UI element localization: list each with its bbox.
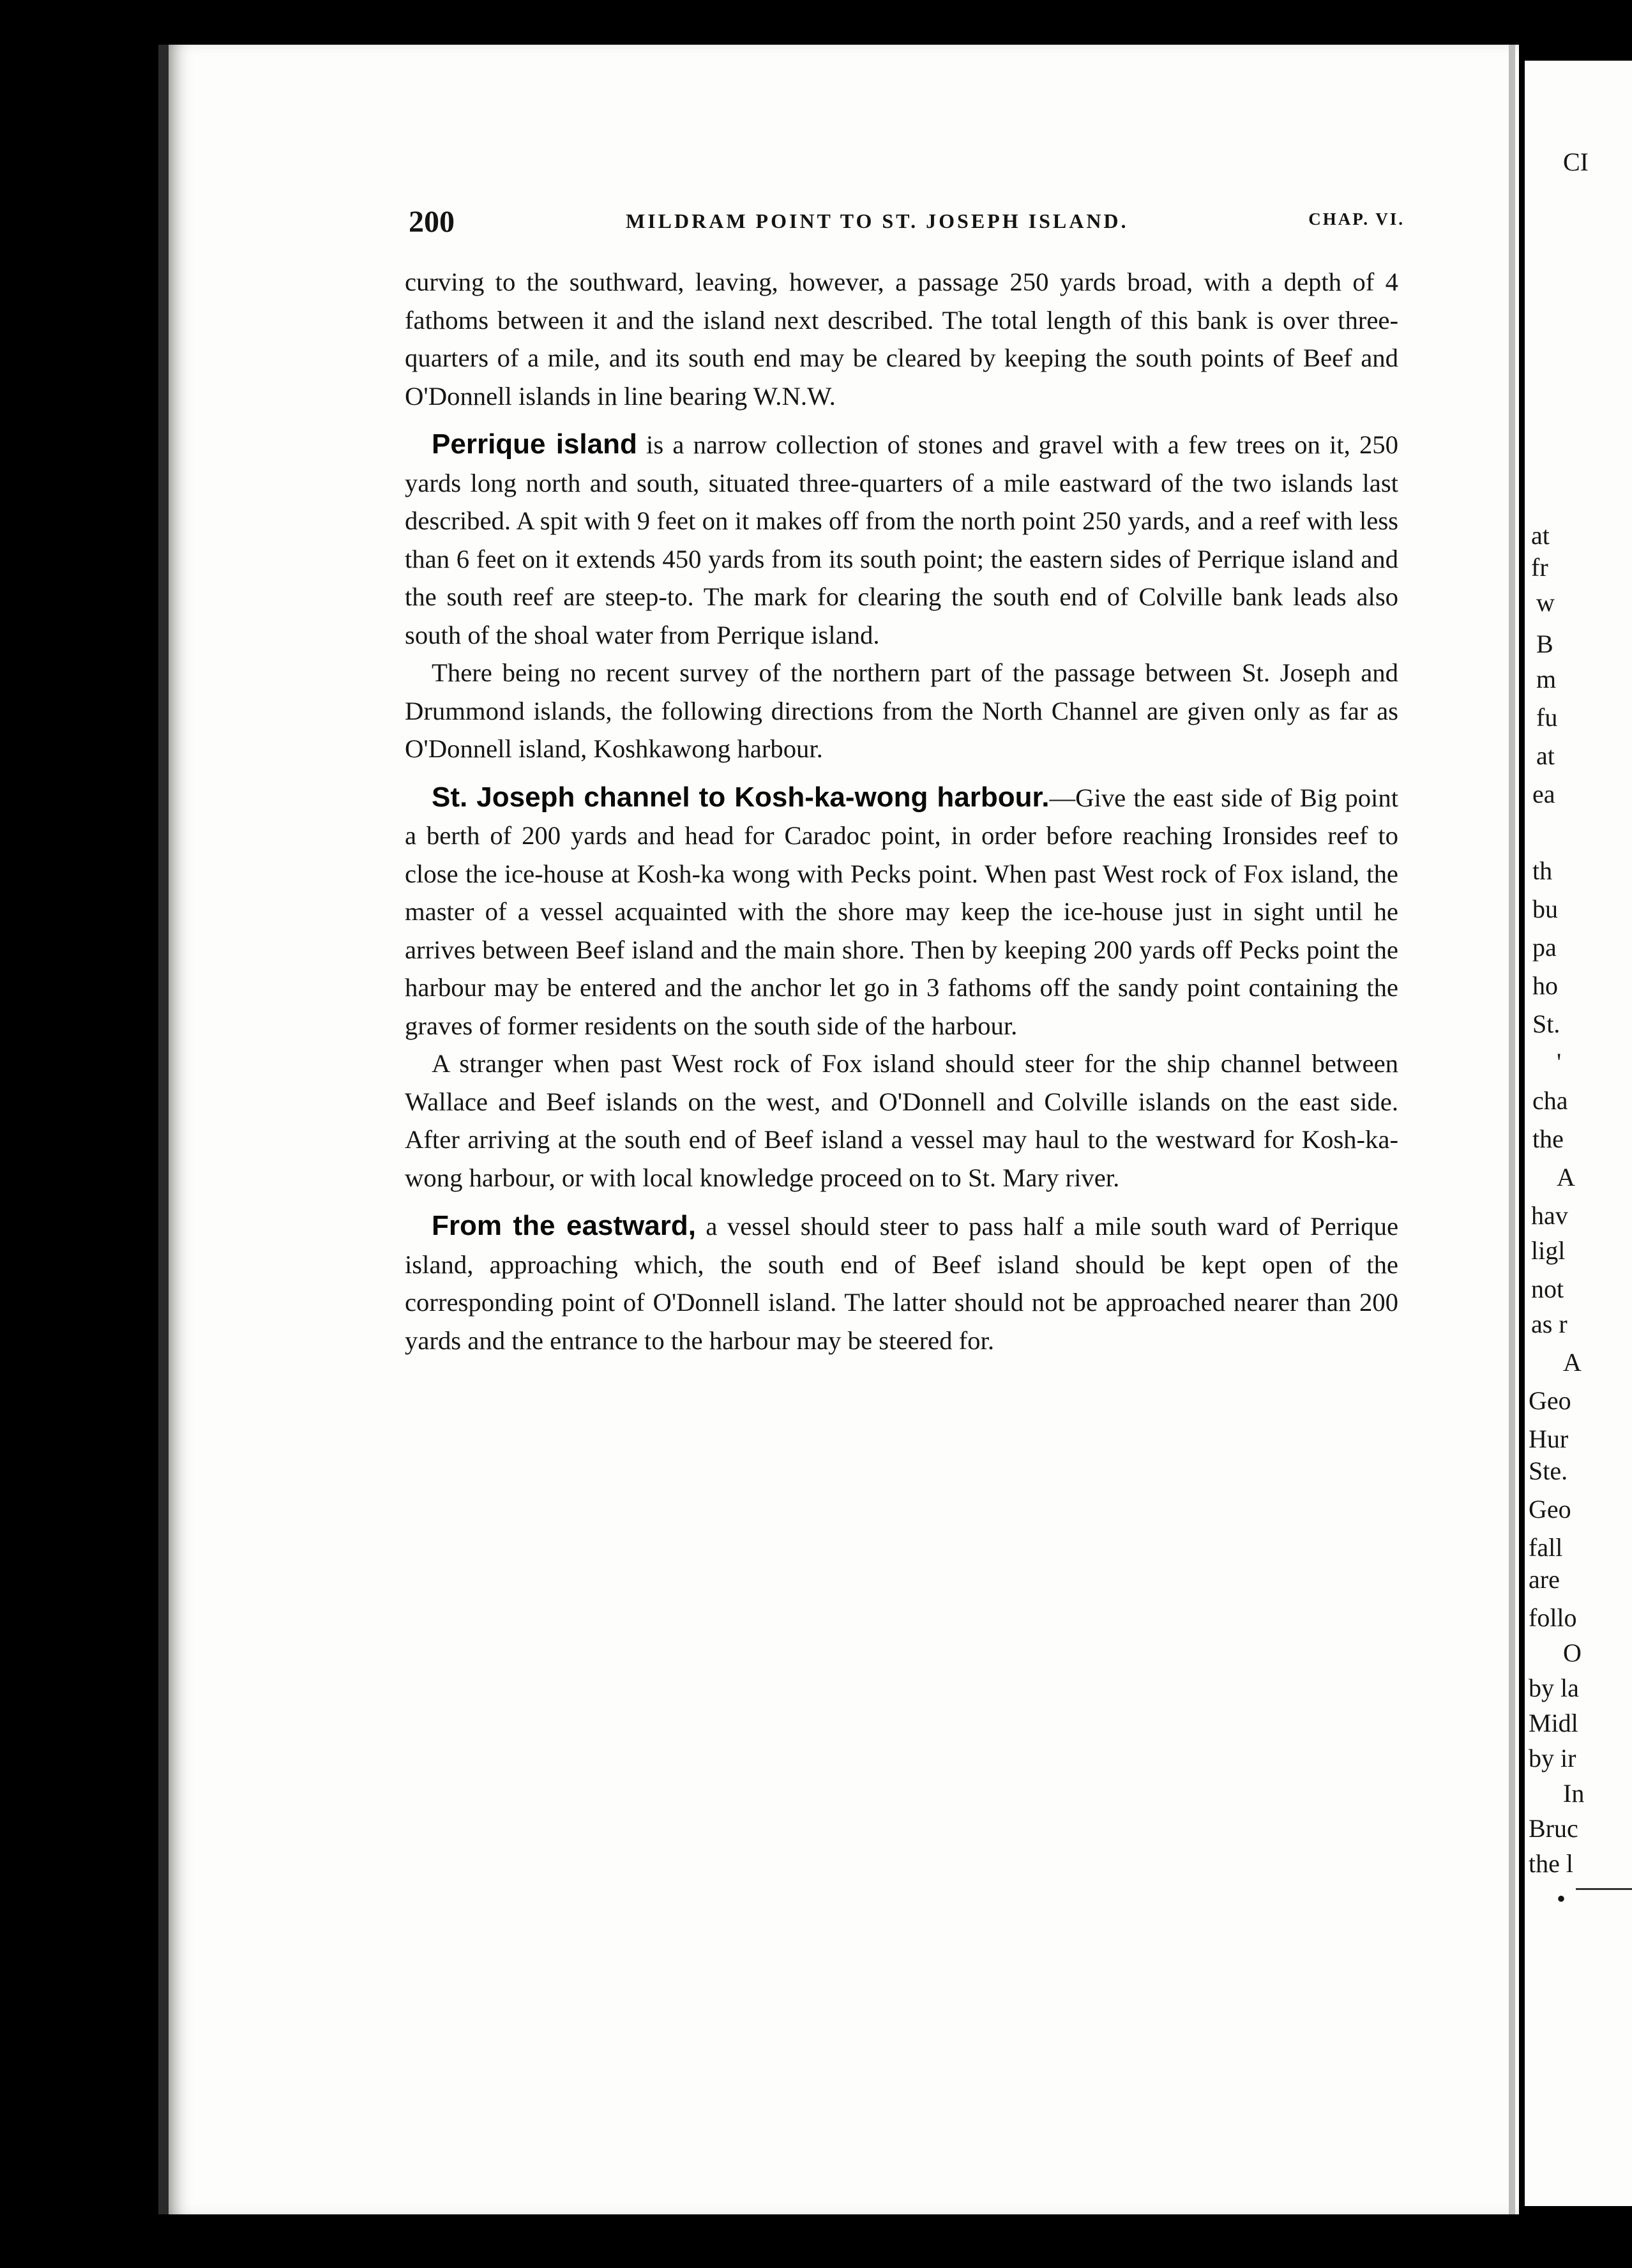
paragraph-heading: Perrique island — [432, 428, 637, 460]
right-page-fragment-text: ho — [1532, 971, 1558, 1000]
right-page-fragment-text: the l — [1529, 1849, 1573, 1878]
right-page-fragment-text: at — [1536, 741, 1555, 770]
right-page-fragment-text: Geo — [1529, 1495, 1571, 1523]
paragraph-heading: From the eastward, — [432, 1210, 696, 1241]
right-page-fragment-text: as r — [1531, 1310, 1568, 1338]
chapter-label: CHAP. VI. — [1308, 209, 1405, 229]
right-page-fragment-text: not — [1531, 1274, 1564, 1303]
right-page-fragment-text: hav — [1531, 1201, 1568, 1230]
right-page-fragment-text: Geo — [1529, 1386, 1571, 1415]
right-page-fragment-text: cha — [1532, 1086, 1568, 1115]
right-page-fragment-text: fr — [1531, 553, 1548, 582]
paragraph-text: A stranger when past West rock of Fox island should steer for the ship channel between Wallace and Beef islands on the west, and O'Donnell and Colville islands on the east side. After arriving at the south end of Beef island a vessel may haul to the westward for Kosh-ka-wong harbour, or with local knowledge proceed on to St. Mary river. — [405, 1049, 1398, 1192]
right-page-fragment-text: by la — [1529, 1674, 1579, 1702]
right-page-fragment-text: Ste. — [1529, 1456, 1568, 1485]
paragraph-heading: St. Joseph channel to Kosh-ka-wong harbour. — [432, 781, 1050, 813]
right-page-fragment-text: fall — [1529, 1533, 1563, 1562]
right-page-fragment-text: Midl — [1529, 1709, 1578, 1737]
right-page-fragment-text: by ir — [1529, 1744, 1576, 1773]
paragraph-from-the-eastward — [405, 1207, 1398, 1359]
right-page-fragment-text: bu — [1532, 895, 1558, 923]
right-page-fragment-text: w — [1536, 588, 1555, 617]
right-page-fragment — [1525, 61, 1632, 2206]
paragraph-perrique-island — [405, 425, 1398, 654]
paragraph-st-joseph-channel — [405, 778, 1398, 1045]
right-page-fragment-text: • — [1557, 1884, 1566, 1913]
running-title: MILDRAM POINT TO ST. JOSEPH ISLAND. — [626, 209, 1129, 232]
paragraph-text: is a narrow collection of stones and gravel with a few trees on it, 250 yards long north and south, situated three-quarters of a mile eastward of the two islands last described. A spit with 9 feet on it makes off from the north point 250 yards, and a reef with less than 6 feet on it extends 450 yards from its south point; the eastern sides of Perrique island and the south reef are steep-to. The mark for clearing the south end of Colville bank leads also south of the shoal water from Perrique island. — [405, 430, 1398, 649]
right-page-fragment-text: th — [1532, 856, 1553, 885]
right-page-fragment-text: In — [1563, 1779, 1585, 1808]
right-page-fragment-text: fu — [1536, 703, 1558, 732]
right-page-fragment-text: ligl — [1531, 1236, 1566, 1265]
right-page-fragment-text: A — [1557, 1163, 1575, 1191]
right-page-fragment-text: O — [1563, 1638, 1582, 1667]
paragraph-no-recent-survey — [405, 654, 1398, 768]
page-number: 200 — [409, 205, 455, 239]
footnote-rule — [1576, 1888, 1632, 1890]
right-page-text-fragments — [1525, 61, 1632, 2206]
paragraph-colville-bank — [405, 263, 1398, 415]
right-page-fragment-text: Bruc — [1529, 1814, 1578, 1843]
right-page-fragment-text: ea — [1532, 780, 1555, 808]
right-page-fragment-text: CI — [1563, 147, 1589, 176]
right-page-fragment-text: follo — [1529, 1603, 1577, 1632]
right-page-fragment-text: Hur — [1529, 1425, 1569, 1453]
paragraph-text: —Give the east side of Big point a berth of 200 yards and head for Caradoc point, in order before reaching Ironsides reef to close the ice-house at Kosh-ka wong with Pecks point. When past West rock of Fox island, the master of a vessel acquainted with the shore may keep the ice-house just in sight until he arrives between Beef island and the main shore. Then by keeping 200 yards off Pecks point the harbour may be entered and the anchor let go in 3 fathoms off the sandy point containing the graves of former residents on the south side of the harbour. — [405, 783, 1399, 1040]
right-page-fragment-text: m — [1536, 665, 1557, 693]
right-page-fragment-text: at — [1531, 521, 1550, 550]
paragraph-text: a vessel should steer to pass half a mile south ward of Perrique island, approaching which, the south end of Beef island should be kept open of the corresponding point of O'Donnell island. The latter should not be approached nearer than 200 yards and the entrance to the harbour may be steered for. — [405, 1212, 1398, 1355]
page-header — [409, 204, 1405, 243]
paragraph-text: There being no recent survey of the northern part of the passage between St. Joseph and Drummond islands, the following directions from the North Channel are given only as far as O'Donnell island, Koshkawong harbour. — [405, 658, 1398, 763]
paragraph-stranger-directions — [405, 1045, 1398, 1197]
right-page-fragment-text: ' — [1557, 1048, 1562, 1077]
right-page-fragment-text: the — [1532, 1124, 1564, 1153]
body-text — [405, 263, 1398, 1359]
page-edge — [1509, 45, 1515, 2214]
paragraph-text: curving to the southward, leaving, however, a passage 250 yards broad, with a depth of 4 fathoms between it and the island next described. The total length of this bank is over three-quarters of a mile, and its south end may be cleared by keeping the south points of Beef and O'Donnell islands in line bearing W.N.W. — [405, 268, 1398, 411]
right-page-fragment-text: B — [1536, 630, 1553, 658]
right-page-fragment-text: St. — [1532, 1009, 1560, 1038]
right-page-fragment-text: pa — [1532, 933, 1557, 962]
right-page-fragment-text: are — [1529, 1565, 1560, 1594]
right-page-fragment-text: A — [1563, 1348, 1582, 1377]
